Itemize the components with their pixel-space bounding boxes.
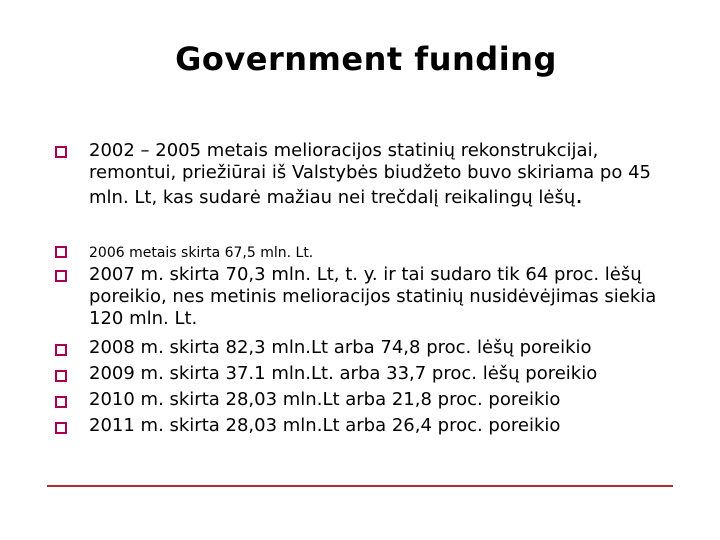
square-bullet-icon: [55, 344, 67, 356]
square-bullet-icon: [55, 422, 67, 434]
bullet-text: 2010 m. skirta 28,03 mln.Lt arba 21,8 proc. poreikio: [89, 389, 561, 410]
bullet-item: [89, 337, 689, 359]
square-bullet-icon: [55, 246, 67, 258]
bullet-text: 2002 – 2005 metais melioracijos statinių rekonstrukcijai, remontui, priežiūrai iš Valstybės biudžeto buvo skiriama po 45 mln. Lt, kas sudarė mažiau nei trečdalį reikalingų lėšų: [89, 140, 651, 208]
bullet-item: [89, 264, 689, 330]
slide-title: Government funding: [175, 40, 557, 78]
bullet-text: 2008 m. skirta 82,3 mln.Lt arba 74,8 proc. lėšų poreikio: [89, 337, 592, 358]
square-bullet-icon: [55, 370, 67, 382]
bullet-item: [89, 389, 689, 411]
bullet-item: [89, 363, 689, 385]
bullet-text: 2011 m. skirta 28,03 mln.Lt arba 26,4 proc. poreikio: [89, 415, 561, 436]
bullet-text: 2006 metais skirta 67,5 mln. Lt.: [89, 245, 314, 261]
bullet-text: 2007 m. skirta 70,3 mln. Lt, t. y. ir tai sudaro tik 64 proc. lėšų poreikio, nes metinis melioracijos statinių nusidėvėjimas siekia 120 mln. Lt.: [89, 264, 657, 329]
bullet-item: [89, 140, 689, 209]
square-bullet-icon: [55, 396, 67, 408]
footer-divider: [47, 485, 673, 487]
bullet-item: [89, 244, 689, 262]
bullet-end-mark: .: [575, 181, 583, 209]
bullet-text: 2009 m. skirta 37.1 mln.Lt. arba 33,7 proc. lėšų poreikio: [89, 363, 598, 384]
square-bullet-icon: [55, 146, 67, 158]
bullet-item: [89, 415, 689, 437]
square-bullet-icon: [55, 270, 67, 282]
